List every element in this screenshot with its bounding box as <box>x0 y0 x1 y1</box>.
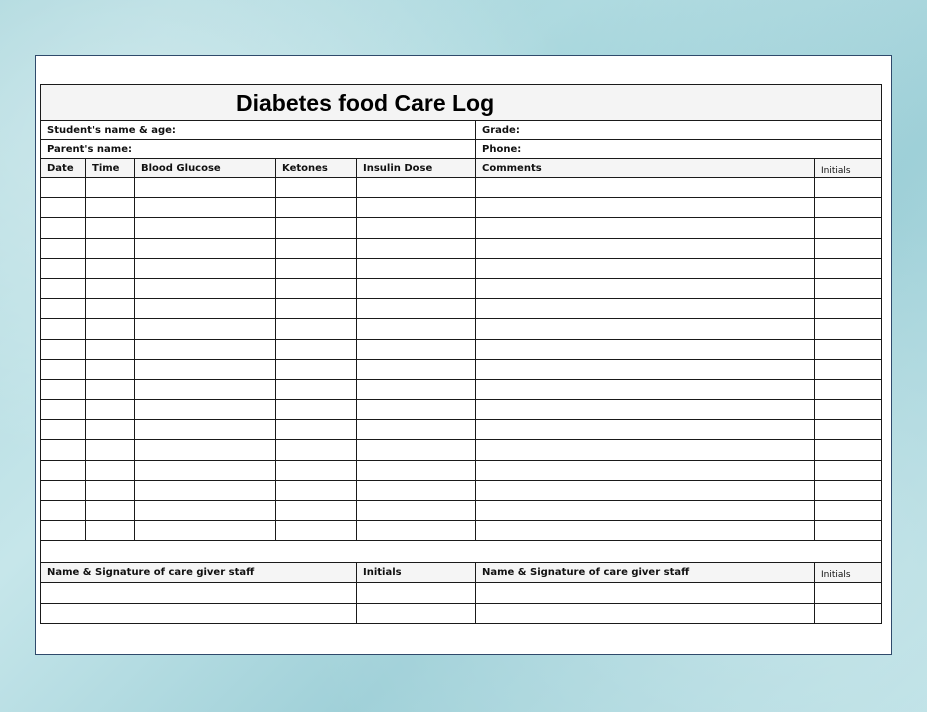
entry-blood-glucose-cell[interactable] <box>135 299 276 319</box>
entry-comments-cell[interactable] <box>476 379 815 399</box>
entry-time-cell[interactable] <box>86 359 135 379</box>
entry-blood-glucose-cell[interactable] <box>135 319 276 339</box>
log-entry-row <box>41 238 882 258</box>
signature-initials-right-cell[interactable] <box>815 583 882 603</box>
entry-insulin-dose-cell[interactable] <box>357 480 476 500</box>
entry-comments-cell[interactable] <box>476 420 815 440</box>
col-header-time: Time <box>86 159 135 178</box>
log-entry-row <box>41 178 882 198</box>
entry-date-cell[interactable] <box>41 480 86 500</box>
entry-initials-cell[interactable] <box>815 238 882 258</box>
entry-initials-cell[interactable] <box>815 198 882 218</box>
entry-ketones-cell[interactable] <box>276 420 357 440</box>
entry-insulin-dose-cell[interactable] <box>357 521 476 541</box>
log-entry-row <box>41 420 882 440</box>
entry-date-cell[interactable] <box>41 238 86 258</box>
entry-ketones-cell[interactable] <box>276 278 357 298</box>
entry-date-cell[interactable] <box>41 258 86 278</box>
signature-name-right-cell[interactable] <box>476 583 815 603</box>
entry-insulin-dose-cell[interactable] <box>357 460 476 480</box>
entry-ketones-cell[interactable] <box>276 198 357 218</box>
entry-initials-cell[interactable] <box>815 420 882 440</box>
entry-initials-cell[interactable] <box>815 299 882 319</box>
entry-date-cell[interactable] <box>41 379 86 399</box>
title-cell <box>41 85 882 121</box>
phone-field[interactable]: Phone: <box>476 140 882 159</box>
entry-comments-cell[interactable] <box>476 278 815 298</box>
entry-ketones-cell[interactable] <box>276 359 357 379</box>
log-entry-row <box>41 278 882 298</box>
entry-initials-cell[interactable] <box>815 400 882 420</box>
entry-comments-cell[interactable] <box>476 258 815 278</box>
entry-blood-glucose-cell[interactable] <box>135 501 276 521</box>
entry-blood-glucose-cell[interactable] <box>135 178 276 198</box>
entry-blood-glucose-cell[interactable] <box>135 379 276 399</box>
entry-comments-cell[interactable] <box>476 218 815 238</box>
entry-date-cell[interactable] <box>41 440 86 460</box>
entry-initials-cell[interactable] <box>815 319 882 339</box>
entry-ketones-cell[interactable] <box>276 258 357 278</box>
care-log-table <box>40 84 882 624</box>
entry-blood-glucose-cell[interactable] <box>135 278 276 298</box>
log-entry-row <box>41 218 882 238</box>
entry-insulin-dose-cell[interactable] <box>357 339 476 359</box>
entry-comments-cell[interactable] <box>476 501 815 521</box>
entry-time-cell[interactable] <box>86 218 135 238</box>
signature-name-right-cell[interactable] <box>476 603 815 623</box>
entry-time-cell[interactable] <box>86 319 135 339</box>
entry-insulin-dose-cell[interactable] <box>357 258 476 278</box>
entry-date-cell[interactable] <box>41 359 86 379</box>
entry-initials-cell[interactable] <box>815 278 882 298</box>
entry-ketones-cell[interactable] <box>276 319 357 339</box>
entry-time-cell[interactable] <box>86 440 135 460</box>
entry-time-cell[interactable] <box>86 420 135 440</box>
sig-header-name-right: Name & Signature of care giver staff <box>476 563 815 583</box>
col-header-date: Date <box>41 159 86 178</box>
entry-time-cell[interactable] <box>86 258 135 278</box>
entry-blood-glucose-cell[interactable] <box>135 480 276 500</box>
entry-initials-cell[interactable] <box>815 218 882 238</box>
log-sheet <box>35 55 892 655</box>
entry-ketones-cell[interactable] <box>276 521 357 541</box>
entry-ketones-cell[interactable] <box>276 440 357 460</box>
log-entry-row <box>41 319 882 339</box>
entry-blood-glucose-cell[interactable] <box>135 339 276 359</box>
entry-blood-glucose-cell[interactable] <box>135 359 276 379</box>
col-header-initials: Initials <box>815 159 882 178</box>
sig-header-name-left: Name & Signature of care giver staff <box>41 563 357 583</box>
entry-initials-cell[interactable] <box>815 460 882 480</box>
signature-row <box>41 603 882 623</box>
entry-time-cell[interactable] <box>86 521 135 541</box>
col-header-ketones: Ketones <box>276 159 357 178</box>
entry-insulin-dose-cell[interactable] <box>357 359 476 379</box>
entry-blood-glucose-cell[interactable] <box>135 440 276 460</box>
entry-ketones-cell[interactable] <box>276 238 357 258</box>
entry-ketones-cell[interactable] <box>276 480 357 500</box>
entry-date-cell[interactable] <box>41 339 86 359</box>
entry-ketones-cell[interactable] <box>276 178 357 198</box>
entry-comments-cell[interactable] <box>476 359 815 379</box>
entry-time-cell[interactable] <box>86 198 135 218</box>
entry-initials-cell[interactable] <box>815 339 882 359</box>
entry-insulin-dose-cell[interactable] <box>357 198 476 218</box>
entry-date-cell[interactable] <box>41 178 86 198</box>
entry-comments-cell[interactable] <box>476 319 815 339</box>
entry-blood-glucose-cell[interactable] <box>135 218 276 238</box>
entry-time-cell[interactable] <box>86 501 135 521</box>
entry-date-cell[interactable] <box>41 278 86 298</box>
col-header-blood-glucose: Blood Glucose <box>135 159 276 178</box>
entry-initials-cell[interactable] <box>815 480 882 500</box>
column-header-row <box>41 159 882 178</box>
spacer-cell <box>41 541 882 563</box>
log-entry-row <box>41 379 882 399</box>
log-entry-row <box>41 460 882 480</box>
log-entry-row <box>41 440 882 460</box>
entry-comments-cell[interactable] <box>476 440 815 460</box>
log-entry-row <box>41 521 882 541</box>
entry-insulin-dose-cell[interactable] <box>357 278 476 298</box>
entry-blood-glucose-cell[interactable] <box>135 420 276 440</box>
col-header-comments: Comments <box>476 159 815 178</box>
entry-comments-cell[interactable] <box>476 178 815 198</box>
entry-initials-cell[interactable] <box>815 359 882 379</box>
entry-date-cell[interactable] <box>41 198 86 218</box>
entry-initials-cell[interactable] <box>815 379 882 399</box>
entry-blood-glucose-cell[interactable] <box>135 238 276 258</box>
grade-field[interactable]: Grade: <box>476 121 882 140</box>
entry-comments-cell[interactable] <box>476 299 815 319</box>
entry-blood-glucose-cell[interactable] <box>135 460 276 480</box>
entry-date-cell[interactable] <box>41 319 86 339</box>
col-header-insulin-dose: Insulin Dose <box>357 159 476 178</box>
entry-initials-cell[interactable] <box>815 258 882 278</box>
entry-date-cell[interactable] <box>41 501 86 521</box>
spacer-row <box>41 541 882 563</box>
entry-ketones-cell[interactable] <box>276 299 357 319</box>
signature-initials-right-cell[interactable] <box>815 603 882 623</box>
entry-ketones-cell[interactable] <box>276 501 357 521</box>
entry-time-cell[interactable] <box>86 178 135 198</box>
signature-initials-left-cell[interactable] <box>357 583 476 603</box>
signature-name-left-cell[interactable] <box>41 583 357 603</box>
entry-time-cell[interactable] <box>86 299 135 319</box>
student-name-field[interactable]: Student's name & age: <box>41 121 476 140</box>
entry-time-cell[interactable] <box>86 339 135 359</box>
entry-insulin-dose-cell[interactable] <box>357 218 476 238</box>
entry-comments-cell[interactable] <box>476 238 815 258</box>
entry-insulin-dose-cell[interactable] <box>357 238 476 258</box>
entry-insulin-dose-cell[interactable] <box>357 319 476 339</box>
entry-comments-cell[interactable] <box>476 198 815 218</box>
sig-header-initials-right: Initials <box>815 563 882 583</box>
signature-row <box>41 583 882 603</box>
signature-initials-left-cell[interactable] <box>357 603 476 623</box>
entry-insulin-dose-cell[interactable] <box>357 420 476 440</box>
entry-time-cell[interactable] <box>86 278 135 298</box>
entry-blood-glucose-cell[interactable] <box>135 258 276 278</box>
parent-name-field[interactable]: Parent's name: <box>41 140 476 159</box>
entry-date-cell[interactable] <box>41 400 86 420</box>
entry-time-cell[interactable] <box>86 480 135 500</box>
entry-insulin-dose-cell[interactable] <box>357 400 476 420</box>
entry-ketones-cell[interactable] <box>276 379 357 399</box>
entry-date-cell[interactable] <box>41 420 86 440</box>
log-entry-row <box>41 339 882 359</box>
entry-date-cell[interactable] <box>41 218 86 238</box>
entry-insulin-dose-cell[interactable] <box>357 299 476 319</box>
entry-comments-cell[interactable] <box>476 460 815 480</box>
log-entry-row <box>41 299 882 319</box>
entry-insulin-dose-cell[interactable] <box>357 178 476 198</box>
log-entry-row <box>41 480 882 500</box>
entry-time-cell[interactable] <box>86 400 135 420</box>
entry-time-cell[interactable] <box>86 238 135 258</box>
entry-ketones-cell[interactable] <box>276 400 357 420</box>
entry-blood-glucose-cell[interactable] <box>135 521 276 541</box>
entry-date-cell[interactable] <box>41 521 86 541</box>
page-title: Diabetes food Care Log <box>236 90 495 116</box>
entry-comments-cell[interactable] <box>476 339 815 359</box>
entry-initials-cell[interactable] <box>815 440 882 460</box>
entry-ketones-cell[interactable] <box>276 218 357 238</box>
entry-ketones-cell[interactable] <box>276 339 357 359</box>
entry-insulin-dose-cell[interactable] <box>357 501 476 521</box>
entry-initials-cell[interactable] <box>815 178 882 198</box>
entry-insulin-dose-cell[interactable] <box>357 379 476 399</box>
entry-initials-cell[interactable] <box>815 521 882 541</box>
log-entry-row <box>41 400 882 420</box>
entry-blood-glucose-cell[interactable] <box>135 400 276 420</box>
entry-ketones-cell[interactable] <box>276 460 357 480</box>
entry-blood-glucose-cell[interactable] <box>135 198 276 218</box>
entry-time-cell[interactable] <box>86 460 135 480</box>
entry-date-cell[interactable] <box>41 460 86 480</box>
entry-comments-cell[interactable] <box>476 521 815 541</box>
log-entry-row <box>41 198 882 218</box>
signature-header-row <box>41 563 882 583</box>
entry-comments-cell[interactable] <box>476 480 815 500</box>
entry-comments-cell[interactable] <box>476 400 815 420</box>
entry-initials-cell[interactable] <box>815 501 882 521</box>
log-entry-row <box>41 359 882 379</box>
entry-insulin-dose-cell[interactable] <box>357 440 476 460</box>
entry-date-cell[interactable] <box>41 299 86 319</box>
entry-time-cell[interactable] <box>86 379 135 399</box>
log-entry-row <box>41 501 882 521</box>
log-entry-row <box>41 258 882 278</box>
signature-name-left-cell[interactable] <box>41 603 357 623</box>
sig-header-initials-left: Initials <box>357 563 476 583</box>
